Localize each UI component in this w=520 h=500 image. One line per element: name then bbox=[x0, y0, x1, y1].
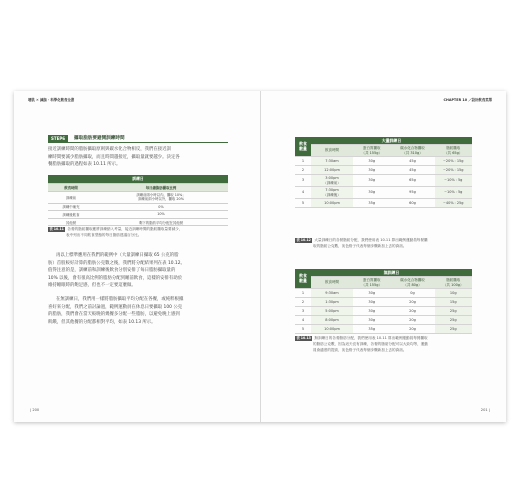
right-page-number: 201 | bbox=[480, 408, 490, 412]
table-tag: 表 10.13 bbox=[296, 336, 311, 340]
header-line: （共 310g） bbox=[402, 150, 423, 155]
text-line: 肪）首股較好計算的脂肪公克數之後，我們將分配結果列在表 10.12。 bbox=[48, 260, 185, 266]
table-row bbox=[48, 203, 228, 211]
meal-number: 5 bbox=[295, 199, 311, 208]
table-row bbox=[295, 298, 472, 307]
table-row bbox=[295, 187, 472, 199]
header-line: 飲食時間 bbox=[325, 148, 339, 153]
table-row bbox=[295, 157, 472, 166]
table-row bbox=[295, 307, 472, 316]
protein-cell: 30g bbox=[353, 307, 390, 316]
corner-line: 數量 bbox=[299, 277, 307, 283]
right-page bbox=[261, 91, 506, 422]
meal-time-cell: 訓練前 bbox=[48, 191, 94, 203]
time-line: （訓練前） bbox=[323, 180, 341, 185]
column-header bbox=[435, 277, 472, 289]
header-line: （共 155g） bbox=[361, 150, 382, 155]
protein-cell: 30g bbox=[353, 289, 390, 298]
caption-line: 各餐的脂肪攝取應將訓練納入考量，接近訓練時間的脂肪攝取量要減少， bbox=[67, 227, 183, 231]
table-caption bbox=[295, 237, 472, 249]
corner-line: 飲食 bbox=[299, 273, 307, 279]
carb-cell: 20g bbox=[390, 325, 434, 334]
column-header bbox=[390, 145, 434, 157]
meal-time: 10:00pm bbox=[311, 199, 353, 208]
meal-time-cell: 其他餐 bbox=[48, 218, 94, 226]
corner-line: 數量 bbox=[299, 145, 307, 151]
fat-cell: ~10% ∶ 5g bbox=[435, 175, 473, 187]
section-title: 攝取脂肪要避開訓練時間 bbox=[74, 136, 125, 141]
table-row bbox=[295, 199, 472, 208]
caption-line: 的脂肪公克數，因為這天沒有訓練，各餐的脂肪分配可以大致均等，運動 bbox=[313, 342, 428, 346]
text-line: 接近訓練時間的脂肪攝取原則與碳水化合物相反，我們在接近訓 bbox=[48, 147, 171, 152]
meal-time-cell: 訓練中補充 bbox=[48, 203, 94, 211]
header-line: 飲食時間 bbox=[325, 280, 339, 285]
meal-time: 1:30pm bbox=[311, 298, 353, 307]
header-line: （共 155g） bbox=[361, 282, 382, 287]
meal-time: 5:00pm bbox=[311, 307, 353, 316]
header-line: 碳水化合物攝取 bbox=[400, 146, 425, 151]
column-header bbox=[311, 145, 353, 157]
table-tag: 表 10.11 bbox=[49, 227, 64, 231]
book-spread bbox=[14, 91, 506, 422]
meal-time-cell: 訓練後飲食 bbox=[48, 211, 94, 219]
protein-cell: 30g bbox=[353, 175, 390, 187]
corner-line: 飲食 bbox=[299, 141, 307, 147]
protein-cell: 30g bbox=[353, 166, 390, 175]
carb-cell: 20g bbox=[390, 316, 434, 325]
meal-number: 4 bbox=[295, 316, 311, 325]
text-line: 在無訓練日，我們用一樣將脂肪攝取平均分配在各餐，或純粹根據 bbox=[56, 297, 184, 302]
meal-number: 4 bbox=[295, 187, 311, 199]
meal-time: 7:30am bbox=[311, 157, 353, 166]
fat-cell: 15g bbox=[435, 298, 472, 307]
fat-cell: ~20% ∶ 15g bbox=[435, 157, 473, 166]
heavy-training-table bbox=[295, 137, 472, 208]
carb-cell: 45g bbox=[390, 166, 434, 175]
meal-number: 2 bbox=[295, 166, 311, 175]
table-row bbox=[295, 325, 472, 334]
meal-time: 10:00pm bbox=[311, 325, 353, 334]
meal-time bbox=[311, 187, 353, 199]
time-line: 7:30pm bbox=[325, 188, 339, 193]
column-header: 飲食時間 bbox=[48, 184, 94, 192]
page-number: 201 bbox=[480, 408, 488, 412]
header-line: （共 80g） bbox=[403, 282, 422, 287]
meal-number: 5 bbox=[295, 325, 311, 334]
text-line: 餐脂肪攝取的過程如表 10.11 所示。 bbox=[48, 162, 121, 168]
protein-cell: 35g bbox=[353, 325, 390, 334]
column-header bbox=[353, 145, 390, 157]
meal-number: 1 bbox=[295, 157, 311, 166]
table-title: 無訓練日 bbox=[311, 269, 472, 277]
right-running-head: CHAPTER 10 ／設計飲食菜單 bbox=[443, 98, 492, 102]
corner-header bbox=[295, 269, 311, 289]
fat-cell: 25g bbox=[435, 325, 472, 334]
ratio-cell bbox=[94, 191, 228, 203]
column-header: 每日總脂肪攝取比例 bbox=[94, 184, 228, 192]
protein-cell: 30g bbox=[353, 187, 390, 199]
meal-number: 3 bbox=[295, 307, 311, 316]
meal-time: 12:00pm bbox=[311, 166, 353, 175]
body-paragraph-2 bbox=[48, 296, 228, 326]
caption-line: 無訓練日的各餐脂肪分配，我們使用表 10.11 算出範例運動員每餐攝取 bbox=[314, 336, 428, 340]
protein-cell: 30g bbox=[353, 316, 390, 325]
header-line: 脂肪攝取 bbox=[446, 278, 461, 283]
carb-cell: 45g bbox=[390, 157, 434, 166]
corner-header bbox=[295, 137, 311, 157]
table-title: 大量訓練日 bbox=[311, 137, 472, 145]
table-caption bbox=[48, 226, 228, 238]
meal-time: 9:30am bbox=[311, 289, 353, 298]
header-line: 蛋白質攝取 bbox=[362, 146, 381, 151]
column-header bbox=[311, 277, 353, 289]
step-label: STEP6 bbox=[48, 135, 68, 142]
ratio-cell: 剩下的脂肪平均分配在其他餐 bbox=[94, 218, 228, 226]
table-row bbox=[295, 289, 472, 298]
meal-number: 1 bbox=[295, 289, 311, 298]
section-heading bbox=[48, 135, 228, 143]
text-line: 再以上標準應用在我們的範例中（大量訓練日攝取 65 公克的脂 bbox=[56, 253, 179, 258]
caption-line: 表中列出不同飲食型態的每日脂肪建議百分比。 bbox=[66, 233, 142, 237]
table-row bbox=[48, 218, 228, 226]
ratio-line: 訓練前兩小時以內，攝取 10%； bbox=[136, 192, 186, 197]
header-line: （共 100g） bbox=[443, 282, 464, 287]
table-row bbox=[295, 316, 472, 325]
header-line: 蛋白質攝取 bbox=[362, 278, 381, 283]
table-row bbox=[48, 191, 228, 203]
header-line: 脂肪攝取 bbox=[446, 146, 461, 151]
rest-day-table bbox=[295, 269, 472, 334]
carb-cell: 65g bbox=[390, 175, 434, 187]
column-header bbox=[435, 145, 473, 157]
time-line: 3:00pm bbox=[325, 176, 339, 181]
caption-line: 大量訓練日的各餐脂肪分配，我們使用表 10.11 算出範例運動員每餐攝 bbox=[314, 238, 428, 242]
carb-cell: 95g bbox=[390, 187, 434, 199]
text-line: 維持睡眠時的飽足感，但也不一定要這麼做。 bbox=[48, 283, 136, 289]
table-row bbox=[295, 166, 472, 175]
column-header bbox=[353, 277, 390, 289]
fat-cell: ~40% ∶ 25g bbox=[435, 199, 473, 208]
carb-cell: 20g bbox=[390, 307, 434, 316]
protein-cell: 30g bbox=[353, 298, 390, 307]
intro-paragraph bbox=[48, 146, 228, 169]
text-line: 的脂肪，我們會在當天較晚的幾餐多分配一些脂肪，以避免晚上感到 bbox=[48, 312, 180, 318]
page-number: 200 bbox=[32, 408, 40, 412]
fat-cell: 10g bbox=[435, 289, 472, 298]
table-row bbox=[48, 211, 228, 219]
time-line: （訓練後） bbox=[323, 192, 341, 197]
caption-line: 取的脂肪公克數，灰色格子代表每個步驟新加上去的資訊。 bbox=[313, 244, 407, 248]
caption-line: 員會適度的提高，灰色格子代表每個步驟新加上去的資訊。 bbox=[313, 348, 407, 352]
text-line: 練時間要減少脂肪攝取，而且時間越接近，攝取量就要越少。決定各 bbox=[48, 154, 180, 160]
header-line: 碳水化合物攝取 bbox=[400, 278, 425, 283]
ratio-line: 訓練前兩小時以外，攝取 20% bbox=[138, 197, 184, 202]
carb-cell: 60g bbox=[390, 199, 434, 208]
table-caption bbox=[295, 335, 472, 353]
text-line: 值得注意的是，訓練前和訓練後飲食分別安排了每日脂肪攝取量的 bbox=[48, 268, 176, 274]
carb-cell: 20g bbox=[390, 298, 434, 307]
meal-time bbox=[311, 175, 353, 187]
header-line: （共 65g） bbox=[444, 150, 463, 155]
fat-cell: ~20% ∶ 15g bbox=[435, 166, 473, 175]
text-line: 喜好來分配，我們之前討論過，範例運動員在休息日要攝取 100 公克 bbox=[48, 304, 183, 310]
meal-time: 8:00pm bbox=[311, 316, 353, 325]
left-page-number: | 200 bbox=[30, 408, 40, 412]
table-row bbox=[295, 175, 472, 187]
meal-number: 2 bbox=[295, 298, 311, 307]
text-line: 10% 以後，會有很高比例的脂肪分配到睡前飲食，這樣的安排有助於 bbox=[48, 275, 183, 281]
carb-cell: 0g bbox=[390, 289, 434, 298]
ratio-cell: 10% bbox=[94, 211, 228, 219]
fat-cell: ~10% ∶ 5g bbox=[435, 187, 473, 199]
fat-cell: 25g bbox=[435, 307, 472, 316]
table-tag: 表 10.12 bbox=[296, 238, 311, 242]
meal-number: 3 bbox=[295, 175, 311, 187]
protein-cell: 35g bbox=[353, 199, 390, 208]
text-line: 飢餓，但其他餐的分配都相對平均，如表 10.13 所示。 bbox=[48, 319, 156, 325]
left-running-head: 增肌 ✕ 減脂 · 科學化飲食全書 bbox=[28, 98, 75, 102]
table-title: 訓練日 bbox=[48, 175, 228, 184]
column-header bbox=[390, 277, 434, 289]
left-page bbox=[14, 91, 260, 422]
fat-cell: 25g bbox=[435, 316, 472, 325]
ratio-cell: 0% bbox=[94, 203, 228, 211]
body-paragraph bbox=[48, 252, 228, 290]
training-allocation-table bbox=[48, 175, 228, 226]
protein-cell: 30g bbox=[353, 157, 390, 166]
